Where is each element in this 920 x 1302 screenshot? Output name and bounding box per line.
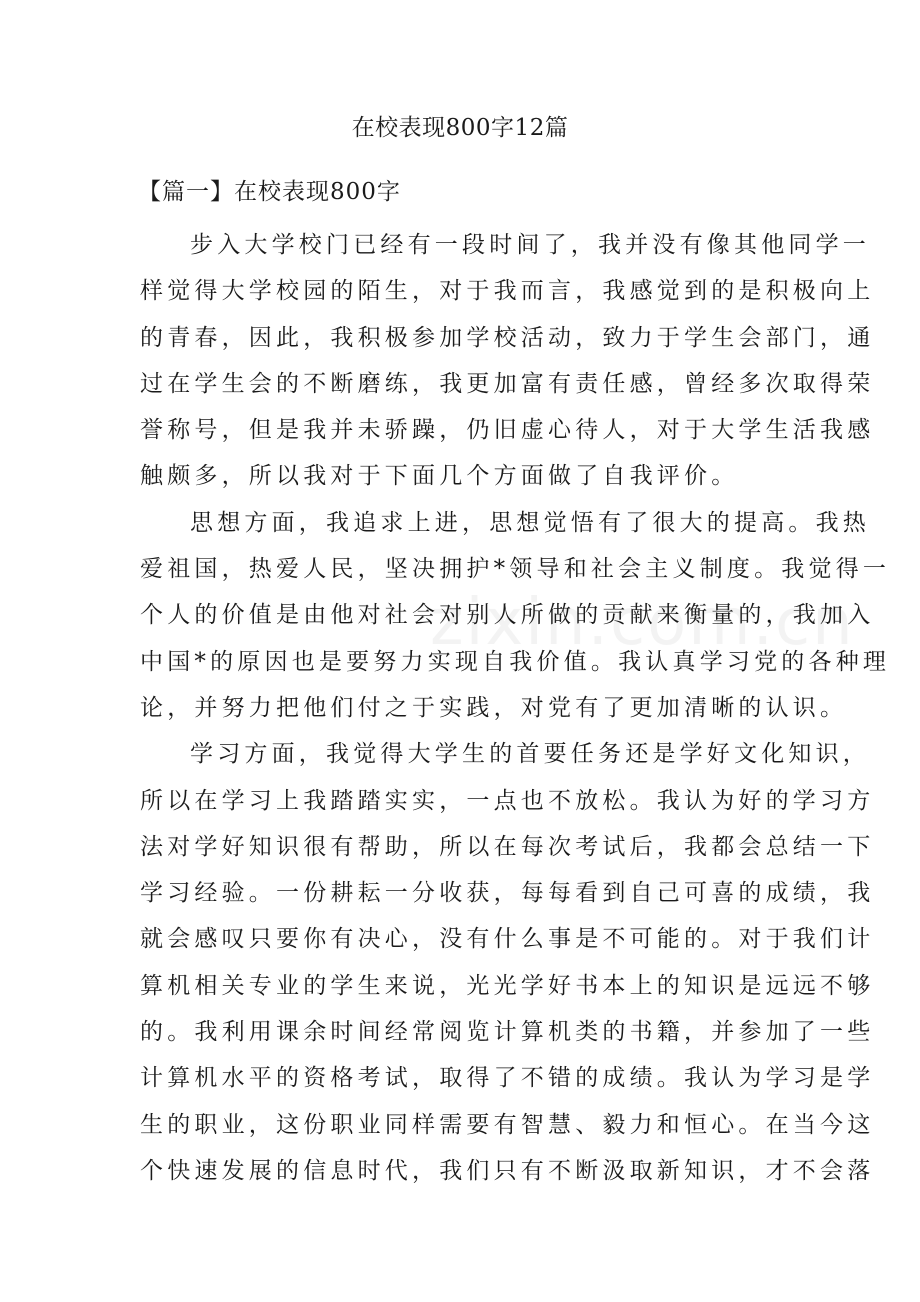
document-title: 在校表现800字12篇 xyxy=(351,115,569,141)
paragraph-line: 思想方面，我追求上进，思想觉悟有了很大的提高。我热 xyxy=(190,509,870,536)
paragraph-line: 论，并努力把他们付之于实践，对党有了更加清晰的认识。 xyxy=(140,694,848,721)
paragraph-line: 个快速发展的信息时代，我们只有不断汲取新知识，才不会落 xyxy=(140,1157,875,1184)
section-heading: 【篇一】在校表现800字 xyxy=(138,179,401,205)
paragraph-line: 中国*的原因也是要努力实现自我价值。我认真学习党的各种理 xyxy=(140,648,891,675)
paragraph-line: 计算机水平的资格考试，取得了不错的成绩。我认为学习是学 xyxy=(140,1065,875,1092)
paragraph-line: 样觉得大学校园的陌生，对于我而言，我感觉到的是积极向上 xyxy=(140,278,875,305)
document-body xyxy=(140,222,891,1194)
paragraph-line: 就会感叹只要你有决心，没有什么事是不可能的。对于我们计 xyxy=(140,926,875,953)
paragraph-line: 过在学生会的不断磨练，我更加富有责任感，曾经多次取得荣 xyxy=(140,370,875,397)
paragraph-line: 生的职业，这份职业同样需要有智慧、毅力和恒心。在当今这 xyxy=(140,1111,875,1138)
paragraph-line: 所以在学习上我踏踏实实，一点也不放松。我认为好的学习方 xyxy=(140,787,875,814)
paragraph-line: 誉称号，但是我并未骄躁，仍旧虚心待人，对于大学生活我感 xyxy=(140,417,875,444)
paragraph-line: 步入大学校门已经有一段时间了，我并没有像其他同学一 xyxy=(190,232,870,258)
paragraph-line: 的。我利用课余时间经常阅览计算机类的书籍，并参加了一些 xyxy=(140,1019,875,1046)
paragraph-line: 触颇多，所以我对于下面几个方面做了自我评价。 xyxy=(140,463,739,490)
paragraph-study xyxy=(140,731,875,1194)
paragraph-line: 个人的价值是由他对社会对别人所做的贡献来衡量的，我加入 xyxy=(140,602,875,629)
paragraph-line: 的青春，因此，我积极参加学校活动，致力于学生会部门，通 xyxy=(140,324,875,351)
paragraph-line: 法对学好知识很有帮助，所以在每次考试后，我都会总结一下 xyxy=(140,833,875,860)
paragraph-line: 学习经验。一份耕耘一分收获，每每看到自己可喜的成绩，我 xyxy=(140,880,875,907)
paragraph-line: 学习方面，我觉得大学生的首要任务还是学好文化知识， xyxy=(190,741,870,768)
paragraph-intro xyxy=(140,222,875,500)
paragraph-line: 算机相关专业的学生来说，光光学好书本上的知识是远远不够 xyxy=(140,972,875,999)
paragraph-line: 爱祖国，热爱人民，坚决拥护*领导和社会主义制度。我觉得一 xyxy=(140,556,891,583)
paragraph-ideology xyxy=(140,500,891,731)
